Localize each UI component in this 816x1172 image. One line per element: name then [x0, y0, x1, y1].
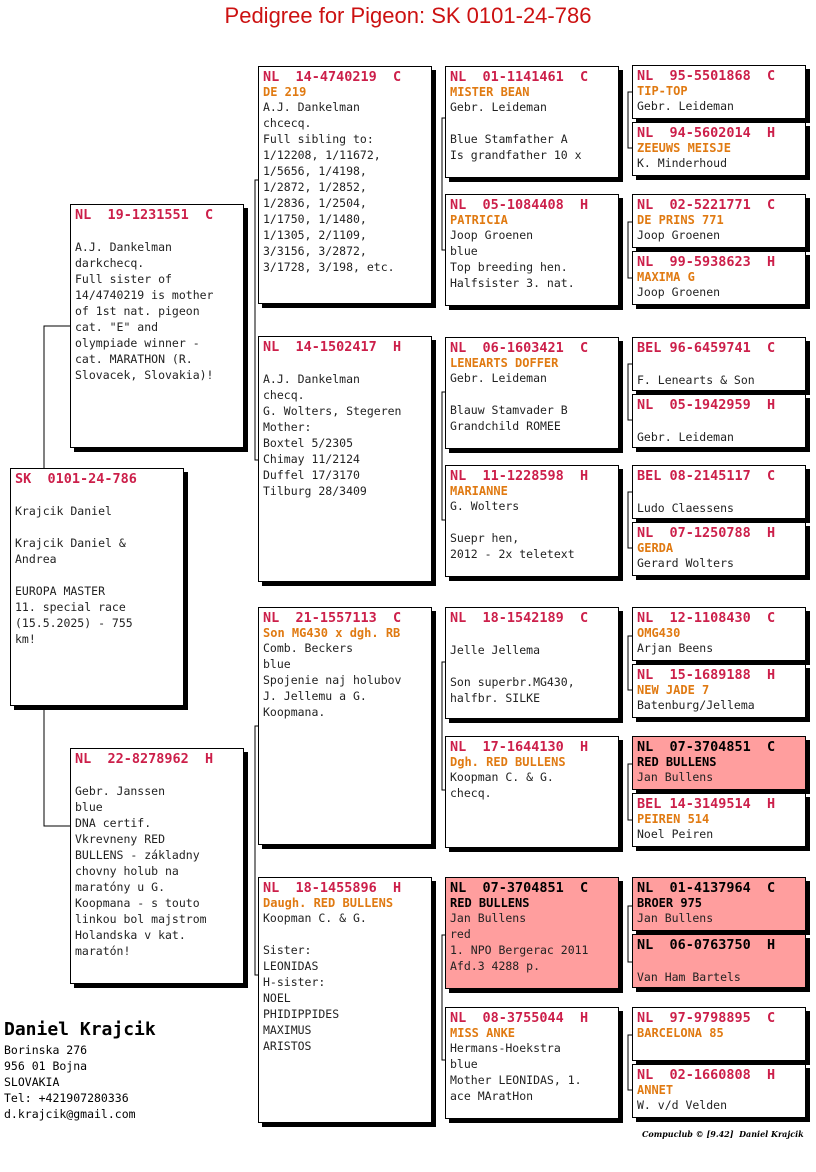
ring-number: NL 02-5221771 C [637, 197, 776, 213]
pigeon-box-sire-sire [258, 66, 432, 304]
pigeon-info-line: Top breeding hen. [450, 260, 568, 274]
ring-number: NL 11-1228598 H [450, 468, 589, 484]
ring-number: NL 14-4740219 C [263, 69, 402, 85]
pigeon-box-dam-sire [258, 607, 432, 845]
pigeon-info-line: Gebr. Leideman [637, 99, 734, 113]
pigeon-info-line [450, 514, 614, 530]
pigeon-info-line [637, 356, 801, 372]
owner-country: SLOVAKIA [4, 1075, 60, 1089]
ring-number: BEL 96-6459741 C [637, 340, 776, 356]
owner-email[interactable]: d.krajcik@gmail.com [4, 1107, 136, 1121]
pigeon-info-line: Jelle Jellema [450, 643, 541, 657]
pigeon-info-line: Gebr. Janssen [75, 784, 166, 798]
pigeon-info-line: maratón! [75, 944, 131, 958]
pigeon-box-g7 [632, 465, 806, 519]
pigeon-name: OMG430 [637, 626, 681, 640]
pigeon-box-g15 [632, 1007, 806, 1061]
pigeon-box-dam [70, 748, 244, 984]
pigeon-info-line [637, 484, 801, 500]
pigeon-info-line: Slovacek, Slovakia)! [75, 368, 214, 382]
pigeon-info-line: km! [15, 632, 36, 646]
pigeon-info-line: blue [75, 800, 103, 814]
pigeon-info-line: Holandska v kat. [75, 928, 186, 942]
pigeon-info-line: 3/3156, 3/2872, [263, 244, 367, 258]
pigeon-info-line [15, 567, 179, 583]
pigeon-info-line: PHIDIPPIDES [263, 1007, 340, 1021]
pigeon-name: MISTER BEAN [450, 85, 530, 99]
pigeon-name: MAXIMA G [637, 270, 695, 284]
pigeon-info-line: Suepr hen, [450, 531, 520, 545]
pigeon-info-line: linkou bol majstrom [75, 912, 207, 926]
pigeon-info-line [15, 487, 179, 503]
page-title: Pedigree for Pigeon: SK 0101-24-786 [224, 3, 592, 28]
pigeon-info-line: Full sister of [75, 272, 172, 286]
pigeon-box-g12 [632, 793, 806, 847]
pigeon-info-line: maratóny u G. [75, 880, 166, 894]
pigeon-info-line: Joop Groenen [637, 228, 721, 242]
pigeon-name: TIP-TOP [637, 84, 688, 98]
pigeon-info-line: Gebr. Leideman [450, 371, 547, 385]
ring-number: NL 05-1942959 H [637, 397, 776, 413]
pigeon-name: LENEARTS DOFFER [450, 356, 559, 370]
pigeon-info-line: Koopman C. & G. [450, 770, 554, 784]
ring-number: NL 17-1644130 H [450, 739, 589, 755]
pigeon-info-line: F. Lenearts & Son [637, 373, 755, 387]
pigeon-box-sss [445, 66, 619, 178]
pigeon-name: GERDA [637, 541, 674, 555]
pigeon-info-line: red [450, 927, 471, 941]
pigeon-info-line: cat. MARATHON (R. [75, 352, 193, 366]
pigeon-info-line: H-sister: [263, 975, 326, 989]
pigeon-info-line: 1/2836, 1/2504, [263, 196, 367, 210]
ring-number: NL 02-1660808 H [637, 1067, 776, 1083]
pigeon-info-line: Joop Groenen [450, 228, 534, 242]
pigeon-info-line: Mother: [263, 420, 312, 434]
ring-number: NL 12-1108430 C [637, 610, 776, 626]
pigeon-name: RED BULLENS [637, 755, 717, 769]
pigeon-info-line: Van Ham Bartels [637, 970, 741, 984]
pigeon-info-line: Jan Bullens [450, 911, 527, 925]
pigeon-info-line: MAXIMUS [263, 1023, 312, 1037]
pigeon-info-line: olympiade winner - [75, 336, 200, 350]
ring-number: NL 01-4137964 C [637, 880, 776, 896]
pigeon-info-line [263, 355, 427, 371]
pigeon-box-dsd [445, 736, 619, 848]
owner-block [4, 1018, 156, 1122]
ring-number: NL 08-3755044 H [450, 1010, 589, 1026]
pigeon-info-line: Afd.3 4288 p. [450, 959, 541, 973]
pigeon-box-ddd [445, 1007, 619, 1119]
pigeon-info-line: G. Wolters, Stegeren [263, 404, 402, 418]
pigeon-info-line: chovny holub na [75, 864, 179, 878]
pigeon-box-g1 [632, 65, 806, 119]
ring-number: NL 07-3704851 C [637, 739, 776, 755]
pigeon-info-line: Andrea [15, 552, 57, 566]
pigeon-name: Daugh. RED BULLENS [263, 896, 394, 910]
pigeon-info-line [450, 115, 614, 131]
pigeon-info-line: Koopmana. [263, 705, 326, 719]
pigeon-info-line: Arjan Beens [637, 641, 714, 655]
pigeon-info-line: ace MAratHon [450, 1089, 534, 1103]
pigeon-box-g2 [632, 122, 806, 176]
ring-number: NL 07-1250788 H [637, 525, 776, 541]
ring-number: NL 99-5938623 H [637, 254, 776, 270]
pigeon-name: ZEEUWS MEISJE [637, 141, 731, 155]
pigeon-info-line: Grandchild ROMEE [450, 419, 561, 433]
ring-number: BEL 14-3149514 H [637, 796, 776, 812]
pigeon-info-line: Halfsister 3. nat. [450, 276, 575, 290]
ring-number: NL 97-9798895 C [637, 1010, 776, 1026]
pigeon-info-line: Comb. Beckers [263, 641, 354, 655]
pigeon-info-line [450, 626, 614, 642]
pigeon-box-g13 [632, 877, 806, 931]
pigeon-info-line: 1/1750, 1/1480, [263, 212, 367, 226]
pigeon-info-line: A.J. Dankelman [75, 240, 172, 254]
pigeon-box-sire [70, 204, 244, 448]
pigeon-name: DE PRINS 771 [637, 213, 724, 227]
pigeon-info-line: 1/1305, 2/1109, [263, 228, 367, 242]
pigeon-info-line: BULLENS - základny [75, 848, 200, 862]
pigeon-info-line: chcecq. [263, 116, 312, 130]
pigeon-info-line: darkchecq. [75, 256, 145, 270]
footer-credit: Compuclub © [9.42] Daniel Krajcik [642, 1129, 804, 1139]
ring-number: NL 06-1603421 C [450, 340, 589, 356]
pigeon-info-line: Joop Groenen [637, 285, 721, 299]
owner-address-line: 956 01 Bojna [4, 1059, 88, 1073]
pigeon-info-line: Jan Bullens [637, 770, 714, 784]
pigeon-box-g11 [632, 736, 806, 790]
pigeon-info-line [15, 519, 179, 535]
ring-number: NL 22-8278962 H [75, 751, 214, 767]
pigeon-box-dds [445, 877, 619, 989]
pigeon-name: Dgh. RED BULLENS [450, 755, 566, 769]
pigeon-info-line: Duffel 17/3170 [263, 468, 360, 482]
pigeon-info-line: 1. NPO Bergerac 2011 [450, 943, 589, 957]
pigeon-info-line: EUROPA MASTER [15, 584, 106, 598]
pigeon-info-line: Batenburg/Jellema [637, 698, 755, 712]
pigeon-info-line: 1/2872, 1/2852, [263, 180, 367, 194]
ring-number: NL 05-1084408 H [450, 197, 589, 213]
pigeon-info-line: Full sibling to: [263, 132, 374, 146]
pigeon-info-line: 14/4740219 is mother [75, 288, 214, 302]
pigeon-name: DE 219 [263, 85, 307, 99]
pigeon-info-line [75, 767, 239, 783]
pigeon-info-line: (15.5.2025) - 755 [15, 616, 133, 630]
pigeon-box-g10 [632, 664, 806, 718]
pigeon-info-line: Vkrevneny RED [75, 832, 166, 846]
pigeon-info-line: Spojenie naj holubov [263, 673, 402, 687]
pigeon-info-line: NOEL [263, 991, 291, 1005]
pigeon-info-line: Krajcik Daniel [15, 504, 112, 518]
pigeon-box-ssd [445, 194, 619, 306]
pigeon-info-line [263, 926, 427, 942]
pigeon-name: RED BULLENS [450, 896, 530, 910]
pigeon-box-g5 [632, 337, 806, 391]
pigeon-info-line: DNA certif. [75, 816, 152, 830]
pigeon-box-g3 [632, 194, 806, 248]
pigeon-info-line: Blue Stamfather A [450, 132, 568, 146]
pigeon-name: BROER 975 [637, 896, 703, 910]
ring-number: NL 94-5602014 H [637, 125, 776, 141]
pigeon-info-line: Sister: [263, 943, 312, 957]
pigeon-info-line: J. Jellemu a G. [263, 689, 367, 703]
pigeon-name: PEIREN 514 [637, 812, 710, 826]
ring-number: NL 06-0763750 H [637, 937, 776, 953]
pigeon-info-line [450, 386, 614, 402]
pigeon-box-sds [445, 337, 619, 449]
pigeon-name: PATRICIA [450, 213, 508, 227]
owner-phone: Tel: +421907280336 [4, 1091, 129, 1105]
ring-number: NL 18-1455896 H [263, 880, 402, 896]
pigeon-info-line: cat. "E" and [75, 320, 159, 334]
pigeon-info-line: K. Minderhoud [637, 156, 728, 170]
pigeon-info-line: 2012 - 2x teletext [450, 547, 575, 561]
pigeon-info-line: Krajcik Daniel & [15, 536, 126, 550]
pigeon-info-line: checq. [450, 786, 492, 800]
pigeon-box-sire-dam [258, 336, 432, 582]
pigeon-info-line: A.J. Dankelman [263, 372, 360, 386]
pigeon-info-line: blue [450, 1057, 478, 1071]
pigeon-info-line: halfbr. SILKE [450, 691, 541, 705]
ring-number: NL 01-1141461 C [450, 69, 589, 85]
ring-number: NL 07-3704851 C [450, 880, 589, 896]
pigeon-info-line: Noel Peiren [637, 827, 714, 841]
pigeon-info-line: of 1st nat. pigeon [75, 304, 200, 318]
pigeon-info-line: Hermans-Hoekstra [450, 1041, 561, 1055]
pigeon-name: Son MG430 x dgh. RB [263, 626, 401, 640]
pigeon-box-g14 [632, 934, 806, 988]
pigeon-info-line: Mother LEONIDAS, 1. [450, 1073, 582, 1087]
pigeon-info-line: LEONIDAS [263, 959, 319, 973]
pigeon-info-line: W. v/d Velden [637, 1098, 728, 1112]
pigeon-box-g4 [632, 251, 806, 305]
pigeon-info-line: Koopman C. & G. [263, 911, 367, 925]
ring-number: NL 21-1557113 C [263, 610, 402, 626]
pigeon-info-line: G. Wolters [450, 499, 520, 513]
pigeon-info-line: A.J. Dankelman [263, 100, 360, 114]
pigeon-info-line [637, 953, 801, 969]
ring-number: SK 0101-24-786 [15, 471, 137, 487]
pigeon-info-line: Ludo Claessens [637, 501, 734, 515]
pigeon-info-line: 3/1728, 3/198, etc. [263, 260, 395, 274]
pigeon-info-line: Son superbr.MG430, [450, 675, 575, 689]
pigeon-info-line: Is grandfather 10 x [450, 148, 582, 162]
pigeon-info-line [75, 223, 239, 239]
pigeon-info-line [637, 413, 801, 429]
ring-number: NL 15-1689188 H [637, 667, 776, 683]
owner-name: Daniel Krajcik [4, 1019, 156, 1040]
pigeon-info-line: blue [450, 244, 478, 258]
pigeon-info-line: Chimay 11/2124 [263, 452, 360, 466]
pigeon-info-line: Jan Bullens [637, 911, 714, 925]
pigeon-box-g6 [632, 394, 806, 448]
ring-number: BEL 08-2145117 C [637, 468, 776, 484]
pigeon-box-sdd [445, 465, 619, 577]
pigeon-info-line: Gebr. Leideman [450, 100, 547, 114]
pigeon-name: BARCELONA 85 [637, 1026, 724, 1040]
pigeon-info-line: Koopmana - s touto [75, 896, 200, 910]
pigeon-info-line: ARISTOS [263, 1039, 312, 1053]
pigeon-info-line: Blauw Stamvader B [450, 403, 568, 417]
pigeon-name: NEW JADE 7 [637, 683, 710, 697]
pigeon-info-line [450, 658, 614, 674]
pigeon-box-g9 [632, 607, 806, 661]
pigeon-box-subject [10, 468, 184, 706]
pigeon-info-line: 1/5656, 1/4198, [263, 164, 367, 178]
pigeon-box-dss [445, 607, 619, 719]
pigeon-info-line: Tilburg 28/3409 [263, 484, 367, 498]
ring-number: NL 18-1542189 C [450, 610, 589, 626]
pigeon-box-g8 [632, 522, 806, 576]
pigeon-info-line: Gebr. Leideman [637, 430, 734, 444]
pigeon-info-line: blue [263, 657, 291, 671]
pigeon-info-line: 11. special race [15, 600, 126, 614]
pigeon-name: ANNET [637, 1083, 674, 1097]
pigeon-name: MARIANNE [450, 484, 508, 498]
pigeon-box-dam-dam [258, 877, 432, 1123]
pigeon-info-line: Gerard Wolters [637, 556, 734, 570]
pigeon-name: MISS ANKE [450, 1026, 516, 1040]
pigeon-info-line: checq. [263, 388, 305, 402]
pigeon-box-g16 [632, 1064, 806, 1118]
ring-number: NL 19-1231551 C [75, 207, 214, 223]
owner-address-line: Borinska 276 [4, 1043, 88, 1057]
pigeon-info-line: Boxtel 5/2305 [263, 436, 354, 450]
ring-number: NL 14-1502417 H [263, 339, 402, 355]
ring-number: NL 95-5501868 C [637, 68, 776, 84]
pigeon-info-line: 1/12208, 1/11672, [263, 148, 381, 162]
